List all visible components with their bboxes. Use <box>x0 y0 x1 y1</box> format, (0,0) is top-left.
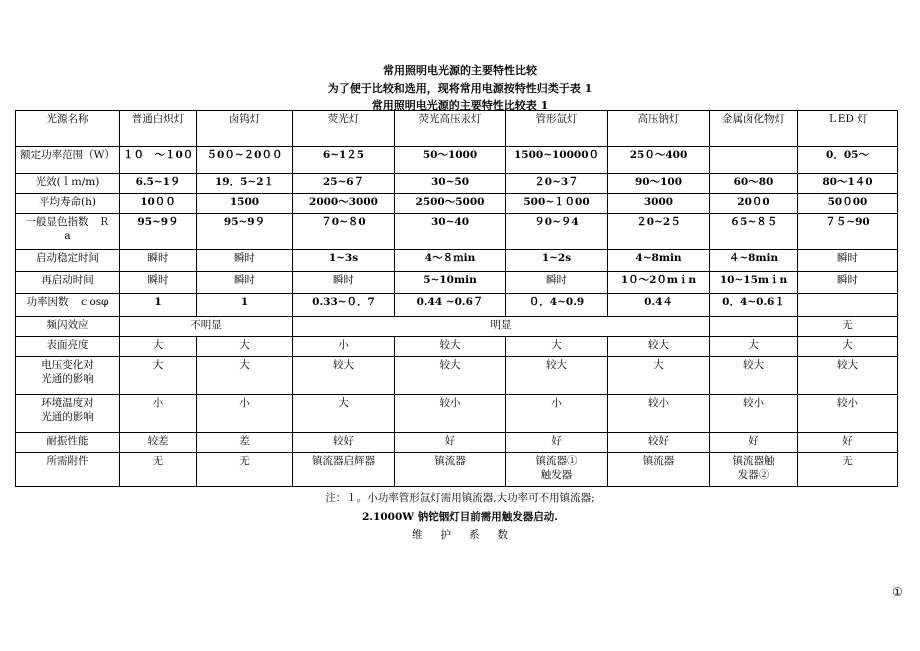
table-cell: 20０0 <box>710 194 798 214</box>
table-cell: 较大 <box>710 357 798 395</box>
table-cell: 25０～400 <box>608 147 710 174</box>
table-cell: 好 <box>395 433 506 453</box>
table-cell <box>710 147 798 174</box>
table-cell: ４~8min <box>710 250 798 272</box>
row-label-line: 一般显色指数 Ｒ <box>25 216 110 228</box>
light-source-comparison-table <box>15 110 898 487</box>
row-label: 频闪效应 <box>16 317 120 337</box>
table-cell <box>506 453 608 487</box>
table-row-accessories <box>16 453 898 487</box>
footnote-1: 注：１。小功率管形氙灯需用镇流器,大功率可不用镇流器; <box>325 492 595 504</box>
table-cell: 瞬时 <box>506 272 608 294</box>
table-cell: 大 <box>197 357 293 395</box>
table-cell: ２0~2５ <box>608 214 710 250</box>
table-row-cri <box>16 214 898 250</box>
table-cell: １０ ～１0０ <box>120 147 197 174</box>
row-label <box>16 357 120 395</box>
table-row-power-factor <box>16 294 898 317</box>
table-cell: 3000 <box>608 194 710 214</box>
table-cell: 瞬时 <box>197 272 293 294</box>
table-cell: 较大 <box>506 357 608 395</box>
table-cell: 大 <box>120 337 197 357</box>
table-cell: ５0０~２0００ <box>197 147 293 174</box>
table-cell: 1~3s <box>293 250 395 272</box>
table-cell: 瞬时 <box>120 272 197 294</box>
table-cell: 好 <box>710 433 798 453</box>
row-label: 功率因数 ｃosφ <box>16 294 120 317</box>
table-cell: 较大 <box>395 337 506 357</box>
table-cell: 大 <box>798 337 898 357</box>
table-cell: 瞬时 <box>197 250 293 272</box>
table-cell: 瞬时 <box>798 250 898 272</box>
row-label <box>16 395 120 433</box>
table-cell: 1~2s <box>506 250 608 272</box>
table-cell: 无 <box>120 453 197 487</box>
row-label-line: 光通的影响 <box>41 411 94 423</box>
table-cell: 较大 <box>293 357 395 395</box>
table-cell: 25~6７ <box>293 174 395 194</box>
table-cell: 1 <box>197 294 293 317</box>
row-label: 再启动时间 <box>16 272 120 294</box>
header-cell: 普通白炽灯 <box>120 111 197 147</box>
header-cell: 荧光灯 <box>293 111 395 147</box>
table-cell: ９0~９4 <box>506 214 608 250</box>
table-cell: ０．4~0.9 <box>506 294 608 317</box>
heading-char: 维 <box>412 529 423 541</box>
row-label-line: 电压变化对 <box>41 359 94 371</box>
table-cell: 95~9９ <box>197 214 293 250</box>
table-cell: 95~9９ <box>120 214 197 250</box>
table-cell: 0．05～ <box>798 147 898 174</box>
table-cell: 大 <box>293 395 395 433</box>
table-cell: 2500～5000 <box>395 194 506 214</box>
table-cell: 2000～3000 <box>293 194 395 214</box>
table-cell: 1500~10000０ <box>506 147 608 174</box>
table-cell: 大 <box>506 337 608 357</box>
table-row-efficacy <box>16 174 898 194</box>
table-cell: 较好 <box>293 433 395 453</box>
table-cell: 瞬时 <box>798 272 898 294</box>
table-cell: 6.5~1９ <box>120 174 197 194</box>
row-label: 平均寿命(h) <box>16 194 120 214</box>
row-label <box>16 214 120 250</box>
table-cell <box>710 453 798 487</box>
row-label: 额定功率范围（W） <box>16 147 120 174</box>
table-cell: ６5~８５ <box>710 214 798 250</box>
table-cell: 90～100 <box>608 174 710 194</box>
table-cell: 较大 <box>395 357 506 395</box>
heading-char: 数 <box>497 529 508 541</box>
row-label: 启动稳定时间 <box>16 250 120 272</box>
table-cell: 60～80 <box>710 174 798 194</box>
table-cell: 小 <box>506 395 608 433</box>
table-cell: 80～1４0 <box>798 174 898 194</box>
header-cell: 金属卤化物灯 <box>710 111 798 147</box>
table-cell: 大 <box>197 337 293 357</box>
table-cell: 镇流器 <box>608 453 710 487</box>
header-cell: 荧光高压汞灯 <box>395 111 506 147</box>
table-cell: 1０～2０mｉn <box>608 272 710 294</box>
table-cell <box>710 317 798 337</box>
table-row-flicker <box>16 317 898 337</box>
table-cell: 19．5~2１ <box>197 174 293 194</box>
header-cell: ＬED 灯 <box>798 111 898 147</box>
table-cell <box>798 294 898 317</box>
header-cell: 管形氙灯 <box>506 111 608 147</box>
table-row-vibration <box>16 433 898 453</box>
table-cell: 小 <box>120 395 197 433</box>
table-row-power <box>16 147 898 174</box>
row-label-line: a <box>64 230 71 242</box>
table-cell: 差 <box>197 433 293 453</box>
table-cell: 较好 <box>608 433 710 453</box>
title-line-2: 为了便于比较和选用，现将常用电源按特性归类于表 1 <box>327 82 593 95</box>
table-cell: 500~１０00 <box>506 194 608 214</box>
table-cell: 瞬时 <box>120 250 197 272</box>
table-caption: 常用照明电光源的主要特性比较表 1 <box>371 99 549 112</box>
table-cell: 小 <box>197 395 293 433</box>
table-cell: 较小 <box>798 395 898 433</box>
table-cell: 0.44 ~0.6７ <box>395 294 506 317</box>
table-cell: 10~15mｉn <box>710 272 798 294</box>
title-line-1: 常用照明电光源的主要特性比较 <box>383 64 537 77</box>
row-label-line: 光通的影响 <box>41 373 94 385</box>
row-label: 耐振性能 <box>16 433 120 453</box>
table-cell: 较小 <box>395 395 506 433</box>
table-cell: 10００ <box>120 194 197 214</box>
cell-line: 镇流器触 <box>732 455 775 467</box>
table-cell: 30~40 <box>395 214 506 250</box>
header-cell: 高压钠灯 <box>608 111 710 147</box>
table-cell: 50～1000 <box>395 147 506 174</box>
table-cell: 好 <box>798 433 898 453</box>
table-cell: 瞬时 <box>293 272 395 294</box>
table-cell: 不明显 <box>120 317 293 337</box>
table-cell: 0.4４ <box>608 294 710 317</box>
table-cell: 无 <box>798 453 898 487</box>
row-label: 表面亮度 <box>16 337 120 357</box>
table-cell: 6~1２5 <box>293 147 395 174</box>
table-cell: 0.33~０．7 <box>293 294 395 317</box>
header-cell: 光源名称 <box>16 111 120 147</box>
table-cell: 较小 <box>608 395 710 433</box>
table-row-start <box>16 250 898 272</box>
footnote-2: 2.1000W 钠铊铟灯目前需用触发器启动. <box>362 511 558 523</box>
table-cell: 0．4~0.6１ <box>710 294 798 317</box>
section-heading-maintenance <box>0 527 920 542</box>
cell-line: 发器② <box>737 469 770 481</box>
table-cell: 较大 <box>608 337 710 357</box>
table-cell: 较差 <box>120 433 197 453</box>
table-row-brightness <box>16 337 898 357</box>
row-label: 光效(ｌｍ/m) <box>16 174 120 194</box>
heading-char: 系 <box>469 529 480 541</box>
table-cell: 好 <box>506 433 608 453</box>
row-label-line: 环境温度对 <box>41 397 94 409</box>
row-label: 所需附件 <box>16 453 120 487</box>
table-cell: 30~50 <box>395 174 506 194</box>
table-cell: 较小 <box>710 395 798 433</box>
table-cell: 大 <box>710 337 798 357</box>
table-cell: 无 <box>798 317 898 337</box>
table-cell: 大 <box>120 357 197 395</box>
page-marker: ① <box>892 585 903 599</box>
table-cell: 5~10min <box>395 272 506 294</box>
table-cell: 镇流器 <box>395 453 506 487</box>
table-cell: 1500 <box>197 194 293 214</box>
table-cell: 大 <box>608 357 710 395</box>
header-cell: 卤钨灯 <box>197 111 293 147</box>
table-cell: 1 <box>120 294 197 317</box>
table-cell: 镇流器启辉器 <box>293 453 395 487</box>
table-cell: ２0~3７ <box>506 174 608 194</box>
heading-char: 护 <box>440 529 451 541</box>
table-row-voltage <box>16 357 898 395</box>
table-cell: 4～８ｍin <box>395 250 506 272</box>
table-cell: 4~8min <box>608 250 710 272</box>
table-row-temperature <box>16 395 898 433</box>
table-header-row <box>16 111 898 147</box>
table-cell: 小 <box>293 337 395 357</box>
table-row-life <box>16 194 898 214</box>
table-cell: ７0~８0 <box>293 214 395 250</box>
cell-line: 触发器 <box>540 469 573 481</box>
table-row-restart <box>16 272 898 294</box>
table-cell: 较大 <box>798 357 898 395</box>
table-cell: 无 <box>197 453 293 487</box>
cell-line: 镇流器① <box>535 455 578 467</box>
table-cell: ７５~90 <box>798 214 898 250</box>
table-cell: 50０00 <box>798 194 898 214</box>
table-cell: 明显 <box>293 317 710 337</box>
